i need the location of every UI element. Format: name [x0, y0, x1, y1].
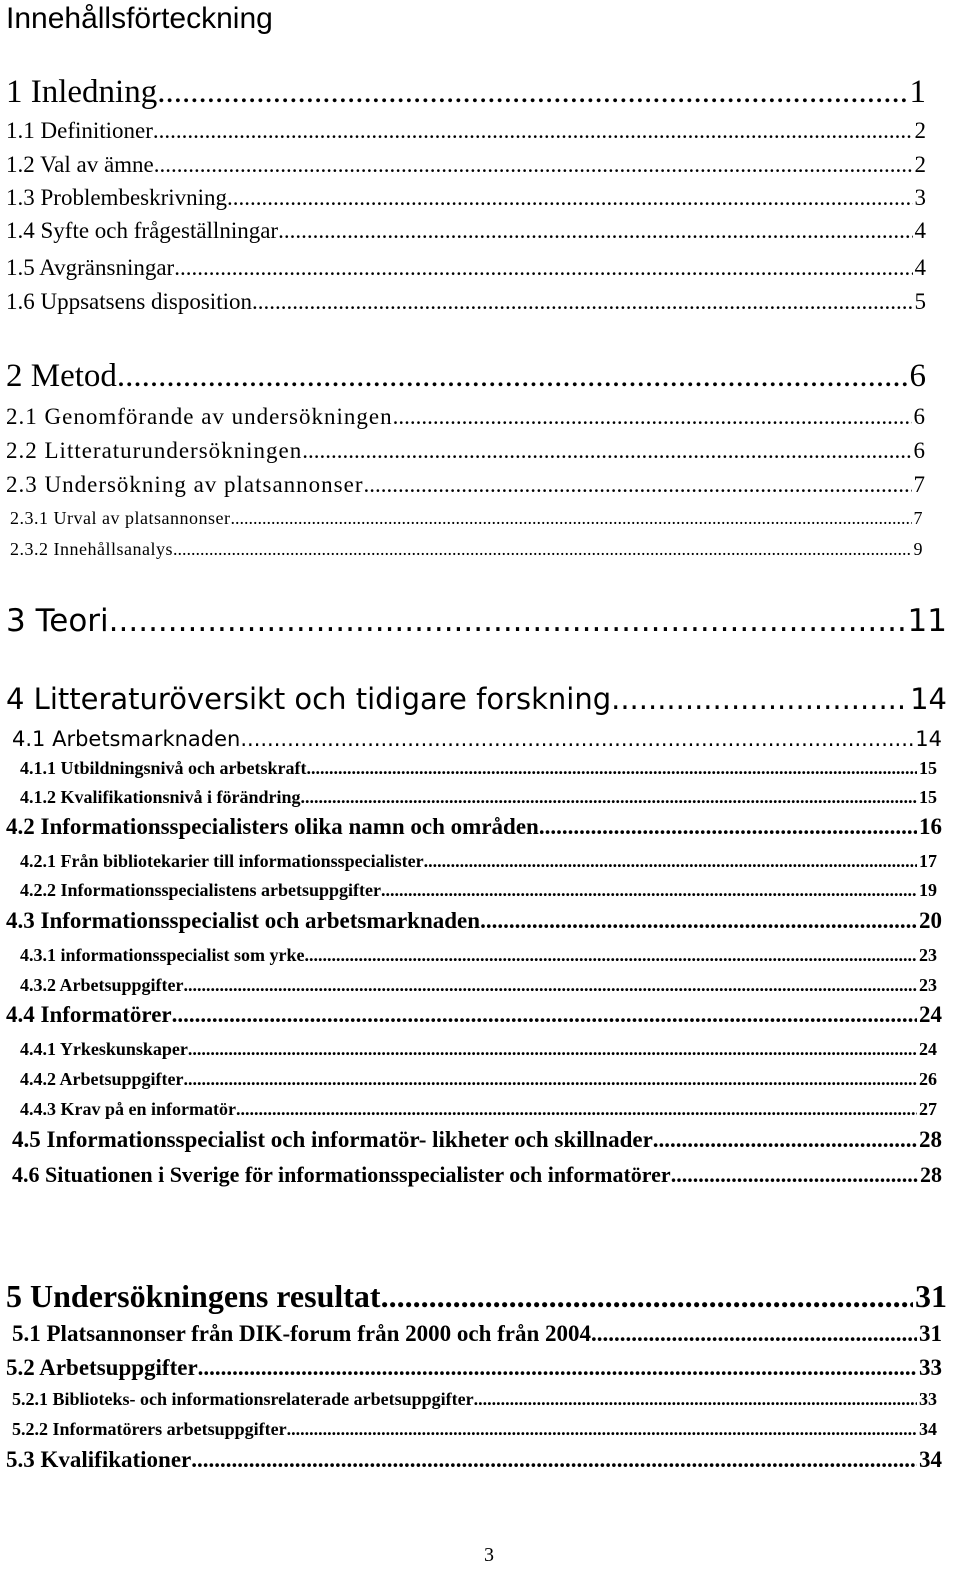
toc-entry-label: 4.4.3 Krav på en informatör: [20, 1099, 236, 1119]
toc-entry-page: 20: [919, 908, 942, 933]
toc-entry-5-2-1[interactable]: [12, 1387, 937, 1411]
toc-entry-page: 11: [907, 603, 947, 639]
toc-entry-4-4-2[interactable]: [20, 1067, 937, 1091]
dot-leader: [153, 116, 913, 146]
toc-entry-5-2-2[interactable]: [12, 1417, 937, 1441]
toc-entry-label: 1 Inledning: [6, 74, 158, 110]
toc-entry-page: 33: [919, 1355, 942, 1380]
dot-leader: [474, 1387, 917, 1411]
toc-entry-2-2[interactable]: [6, 436, 926, 466]
toc-entry-page: 34: [919, 1419, 937, 1439]
toc-entry-page: 34: [919, 1447, 942, 1472]
toc-entry-page: 2: [914, 118, 926, 143]
toc-entry-label: 4.4.2 Arbetsuppgifter: [20, 1069, 184, 1089]
toc-entry-page: 28: [920, 1162, 942, 1187]
toc-entry-2-3[interactable]: [6, 470, 926, 500]
page-number: 3: [484, 1544, 494, 1566]
toc-entry-label: 5.2.2 Informatörers arbetsuppgifter: [12, 1419, 287, 1439]
toc-entry-label: 4.3 Informationsspecialist och arbetsmarknaden: [6, 908, 481, 933]
toc-entry-3[interactable]: [6, 601, 947, 641]
toc-entry-page: 4: [914, 255, 926, 280]
toc-entry-2-1[interactable]: [6, 402, 926, 432]
toc-entry-page: 9: [913, 539, 923, 559]
toc-entry-5-1[interactable]: [12, 1319, 942, 1349]
toc-entry-label: 1.4 Syfte och frågeställningar: [6, 218, 279, 243]
toc-entry-label: 4.5 Informationsspecialist och informatör- likheter och skillnader: [12, 1127, 653, 1152]
dot-leader: [230, 506, 911, 530]
toc-entry-4-2-2[interactable]: [20, 878, 937, 902]
toc-entry-label: 1.1 Definitioner: [6, 118, 153, 143]
toc-entry-label: 5 Undersökningens resultat: [6, 1278, 381, 1314]
toc-entry-1-6[interactable]: [6, 287, 926, 317]
dot-leader: [653, 1125, 917, 1155]
toc-entry-4-4-3[interactable]: [20, 1097, 937, 1121]
dot-leader: [157, 72, 907, 112]
toc-entry-page: 7: [913, 508, 923, 528]
toc-entry-label: 2.3.2 Innehållsanalys: [10, 539, 173, 559]
dot-leader: [304, 943, 917, 967]
toc-entry-page: 23: [919, 975, 937, 995]
toc-entry-label: 4.4 Informatörer: [6, 1002, 172, 1027]
toc-entry-label: 5.1 Platsannonser från DIK-forum från 2000 och från 2004: [12, 1321, 592, 1346]
toc-entry-page: 24: [919, 1039, 937, 1059]
toc-entry-label: 4.1 Arbetsmarknaden: [12, 727, 241, 751]
toc-entry-4-5[interactable]: [12, 1125, 942, 1155]
toc-heading: Innehållsförteckning: [6, 2, 273, 35]
dot-leader: [173, 537, 912, 561]
dot-leader: [301, 785, 917, 809]
dot-leader: [278, 216, 912, 246]
toc-entry-5-3[interactable]: [6, 1445, 942, 1475]
dot-leader: [287, 1417, 917, 1441]
toc-entry-page: 4: [914, 218, 926, 243]
toc-entry-page: 1: [909, 74, 926, 110]
toc-entry-label: 4.1.1 Utbildningsnivå och arbetskraft: [20, 758, 307, 778]
toc-entry-page: 3: [914, 185, 926, 210]
toc-entry-label: 4.6 Situationen i Sverige för informationsspecialister och informatörer: [12, 1162, 671, 1187]
dot-leader: [424, 849, 917, 873]
dot-leader: [109, 601, 906, 641]
dot-leader: [393, 402, 912, 432]
toc-entry-5[interactable]: [6, 1276, 947, 1316]
toc-entry-1-1[interactable]: [6, 116, 926, 146]
toc-entry-4-3-1[interactable]: [20, 943, 937, 967]
toc-entry-1[interactable]: [6, 72, 926, 112]
toc-entry-label: 1.2 Val av ämne: [6, 152, 154, 177]
dot-leader: [227, 183, 912, 213]
dot-leader: [381, 878, 917, 902]
toc-entry-label: 2.3.1 Urval av platsannonser: [10, 508, 231, 528]
toc-entry-page: 23: [919, 945, 937, 965]
dot-leader: [191, 1445, 917, 1475]
toc-entry-page: 31: [915, 1278, 947, 1314]
dot-leader: [252, 287, 913, 317]
toc-entry-label: 2.1 Genomförande av undersökningen: [6, 404, 393, 429]
dot-leader: [184, 1067, 918, 1091]
toc-entry-label: 4.2.1 Från bibliotekarier till informationsspecialister: [20, 851, 424, 871]
dot-leader: [480, 906, 917, 936]
toc-entry-4[interactable]: [6, 679, 947, 719]
toc-entry-page: 17: [919, 851, 937, 871]
dot-leader: [381, 1276, 913, 1316]
dot-leader: [611, 679, 908, 719]
toc-entry-page: 15: [919, 787, 937, 807]
toc-entry-page: 14: [915, 727, 942, 751]
toc-entry-4-4-1[interactable]: [20, 1037, 937, 1061]
toc-entry-label: 1.5 Avgränsningar: [6, 255, 175, 280]
toc-entry-label: 2 Metod: [6, 358, 117, 394]
toc-entry-page: 7: [913, 472, 926, 497]
toc-entry-page: 26: [919, 1069, 937, 1089]
toc-entry-page: 33: [919, 1389, 937, 1409]
toc-entry-label: 3 Teori: [6, 603, 109, 639]
dot-leader: [117, 356, 908, 396]
dot-leader: [188, 1037, 917, 1061]
toc-entry-4-3[interactable]: [6, 906, 942, 936]
toc-entry-4-1-2[interactable]: [20, 785, 937, 809]
dot-leader: [240, 724, 913, 754]
toc-entry-page: 27: [919, 1099, 937, 1119]
toc-entry-2-3-1[interactable]: [10, 506, 923, 530]
toc-entry-label: 5.2 Arbetsuppgifter: [6, 1355, 198, 1380]
toc-entry-label: 4.2 Informationsspecialisters olika namn och områden: [6, 814, 539, 839]
toc-entry-page: 14: [910, 682, 947, 716]
dot-leader: [184, 973, 918, 997]
toc-entry-label: 2.3 Undersökning av platsannonser: [6, 472, 364, 497]
toc-entry-label: 5.3 Kvalifikationer: [6, 1447, 192, 1472]
toc-entry-label: 4.1.2 Kvalifikationsnivå i förändring: [20, 787, 301, 807]
toc-entry-page: 6: [909, 358, 926, 394]
toc-entry-4-2[interactable]: [6, 812, 942, 842]
toc-entry-page: 6: [913, 438, 926, 463]
dot-leader: [198, 1353, 917, 1383]
toc-entry-page: 24: [919, 1002, 942, 1027]
toc-entry-4-4[interactable]: [6, 1000, 942, 1030]
dot-leader: [364, 470, 912, 500]
toc-entry-page: 31: [919, 1321, 942, 1346]
toc-entry-label: 5.2.1 Biblioteks- och informationsrelaterade arbetsuppgifter: [12, 1389, 474, 1409]
toc-entry-page: 5: [914, 289, 926, 314]
toc-entry-4-3-2[interactable]: [20, 973, 937, 997]
dot-leader: [302, 436, 911, 466]
toc-entry-label: 1.6 Uppsatsens disposition: [6, 289, 252, 314]
toc-entry-1-3[interactable]: [6, 183, 926, 213]
dot-leader: [539, 812, 917, 842]
toc-entry-2-3-2[interactable]: [10, 537, 923, 561]
dot-leader: [671, 1160, 918, 1190]
dot-leader: [172, 1000, 917, 1030]
toc-entry-page: 2: [914, 152, 926, 177]
dot-leader: [154, 150, 913, 180]
toc-entry-4-1-1[interactable]: [20, 756, 937, 780]
toc-entry-1-4[interactable]: [6, 216, 926, 246]
dot-leader: [174, 253, 912, 283]
toc-entry-page: 28: [919, 1127, 942, 1152]
toc-entry-1-5[interactable]: [6, 253, 926, 283]
dot-leader: [307, 756, 917, 780]
toc-entry-label: 4.4.1 Yrkeskunskaper: [20, 1039, 188, 1059]
toc-entry-label: 4.2.2 Informationsspecialistens arbetsuppgifter: [20, 880, 381, 900]
toc-entry-label: 4.3.1 informationsspecialist som yrke: [20, 945, 305, 965]
toc-entry-page: 16: [919, 814, 942, 839]
toc-entry-label: 2.2 Litteraturundersökningen: [6, 438, 303, 463]
toc-entry-page: 6: [913, 404, 926, 429]
toc-entry-label: 4 Litteraturöversikt och tidigare forskning: [6, 682, 612, 716]
toc-entry-4-2-1[interactable]: [20, 849, 937, 873]
toc-entry-5-2[interactable]: [6, 1353, 942, 1383]
toc-entry-label: 4.3.2 Arbetsuppgifter: [20, 975, 184, 995]
toc-entry-page: 15: [919, 758, 937, 778]
dot-leader: [236, 1097, 917, 1121]
dot-leader: [591, 1319, 917, 1349]
toc-entry-page: 19: [919, 880, 937, 900]
toc-entry-4-1[interactable]: [12, 724, 942, 754]
toc-entry-4-6[interactable]: [12, 1160, 942, 1190]
toc-entry-2[interactable]: [6, 356, 926, 396]
toc-entry-label: 1.3 Problembeskrivning: [6, 185, 228, 210]
toc-entry-1-2[interactable]: [6, 150, 926, 180]
